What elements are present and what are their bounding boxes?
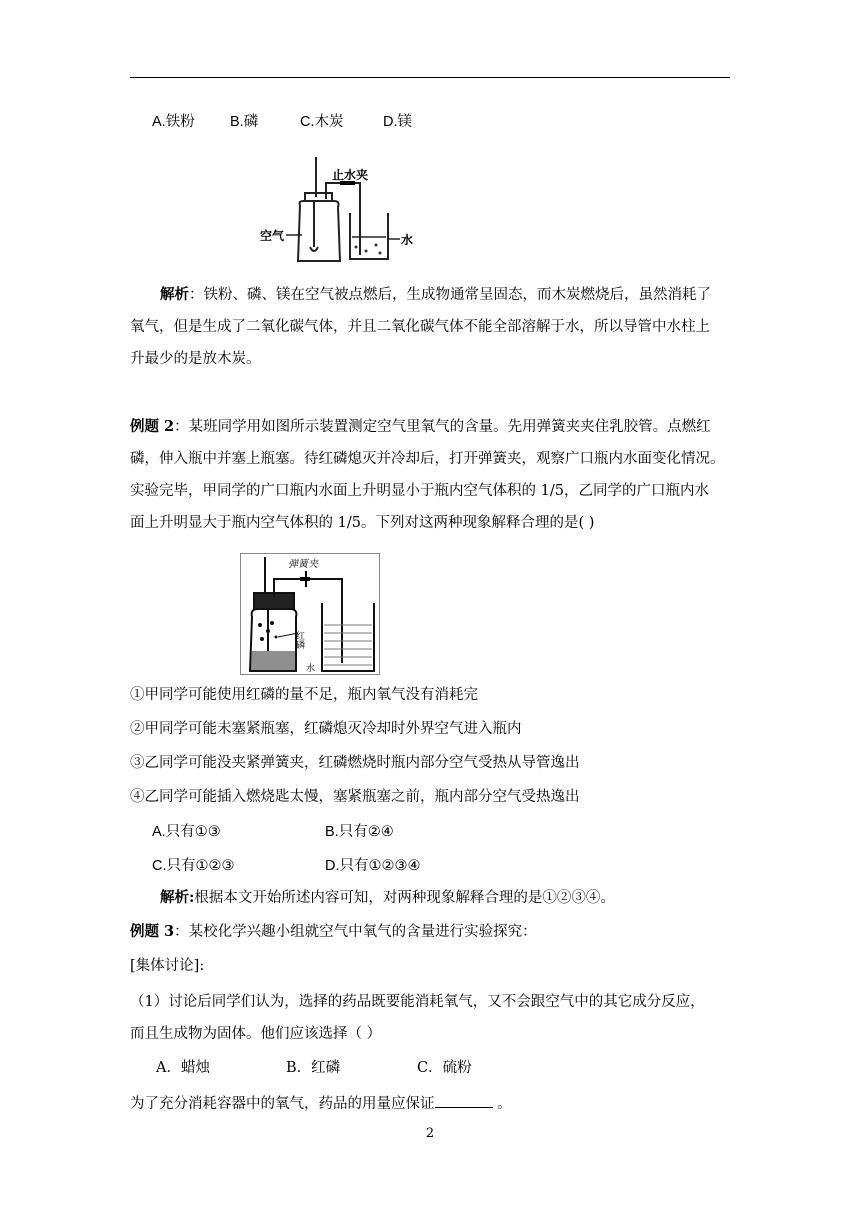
q2-statement-1: ①甲同学可能使用红磷的量不足，瓶内氧气没有消耗完 bbox=[130, 687, 478, 703]
q3-part1-line-1: （1）讨论后同学们认为，选择的药品既要能消耗氧气，又不会跟空气中的其它成分反应， bbox=[130, 994, 705, 1010]
page-number: 2 bbox=[425, 1126, 435, 1141]
q1-water-label: 水 bbox=[401, 233, 414, 247]
q3-option-b: B．红磷 bbox=[286, 1060, 341, 1076]
q2-phosphorus-label: 红磷 bbox=[294, 631, 304, 649]
q1-option-d: D.镁 bbox=[383, 114, 412, 130]
q2-statement-4: ④乙同学可能插入燃烧匙太慢，塞紧瓶塞之前，瓶内部分空气受热逸出 bbox=[130, 789, 580, 805]
q1-option-b: B.磷 bbox=[230, 114, 259, 130]
q1-clamp-label: 止水夹 bbox=[332, 168, 369, 182]
q1-analysis-line-1: 解析：铁粉、磷、镁在空气被点燃后，生成物通常呈固态，而木炭燃烧后，虽然消耗了 bbox=[160, 286, 711, 303]
q2-option-a: A.只有①③ bbox=[152, 824, 221, 840]
q1-analysis-line-2: 氧气，但是生成了二氧化碳气体，并且二氧化碳气体不能全部溶解于水，所以导管中水柱上 bbox=[130, 319, 710, 335]
q1-option-a: A.铁粉 bbox=[152, 114, 195, 130]
q1-apparatus-figure bbox=[258, 155, 416, 267]
q2-analysis-label: 解析: bbox=[160, 889, 195, 906]
q2-clamp-label: 弹簧夹 bbox=[288, 559, 318, 570]
q3-option-a: A．蜡烛 bbox=[156, 1060, 210, 1076]
q3-option-c: C．硫粉 bbox=[417, 1060, 472, 1076]
q1-analysis-line-3: 升最少的是放木炭。 bbox=[130, 351, 261, 367]
q2-statement-2: ②甲同学可能未塞紧瓶塞，红磷熄灭冷却时外界空气进入瓶内 bbox=[130, 721, 522, 737]
q3-label: 例题 3 bbox=[130, 923, 175, 940]
q1-air-label: 空气 bbox=[260, 229, 285, 243]
q2-line-2: 磷，伸入瓶中并塞上瓶塞。待红磷熄灭并冷却后，打开弹簧夹，观察广口瓶内水面变化情况。 bbox=[130, 451, 725, 467]
q3-part1-line-2: 而且生成物为固体。他们应该选择（ ） bbox=[130, 1026, 382, 1042]
q3-last-line: 为了充分消耗容器中的氧气，药品的用量应保证 。 bbox=[130, 1093, 740, 1114]
q2-line-1: 例题 2：某班同学用如图所示装置测定空气里氧气的含量。先用弹簧夹夹住乳胶管。点燃红 bbox=[130, 418, 711, 435]
q2-analysis: 解析:根据本文开始所述内容可知，对两种现象解释合理的是①②③④。 bbox=[160, 889, 615, 906]
q2-option-d: D.只有①②③④ bbox=[325, 858, 421, 874]
q2-option-c: C.只有①②③ bbox=[152, 858, 235, 874]
q3-intro: 例题 3：某校化学兴趣小组就空气中氧气的含量进行实验探究： bbox=[130, 923, 537, 940]
q2-label: 例题 2 bbox=[130, 418, 175, 435]
q1-analysis-label: 解析 bbox=[160, 286, 189, 303]
q1-option-c: C.木炭 bbox=[300, 114, 344, 130]
q2-line-4: 面上升明显大于瓶内空气体积的 1/5。下列对这两种现象解释合理的是( ) bbox=[130, 515, 595, 531]
q2-water-label: 水 bbox=[306, 664, 316, 674]
q2-option-b: B.只有②④ bbox=[325, 824, 394, 840]
q2-apparatus-figure bbox=[240, 553, 380, 675]
answer-blank[interactable] bbox=[435, 1093, 493, 1108]
q3-discussion: [集体讨论]: bbox=[130, 958, 205, 974]
header-rule bbox=[130, 77, 730, 78]
q2-line-3: 实验完毕，甲同学的广口瓶内水面上升明显小于瓶内空气体积的 1/5，乙同学的广口瓶内水 bbox=[130, 483, 709, 499]
q2-statement-3: ③乙同学可能没夹紧弹簧夹，红磷燃烧时瓶内部分空气受热从导管逸出 bbox=[130, 755, 580, 771]
